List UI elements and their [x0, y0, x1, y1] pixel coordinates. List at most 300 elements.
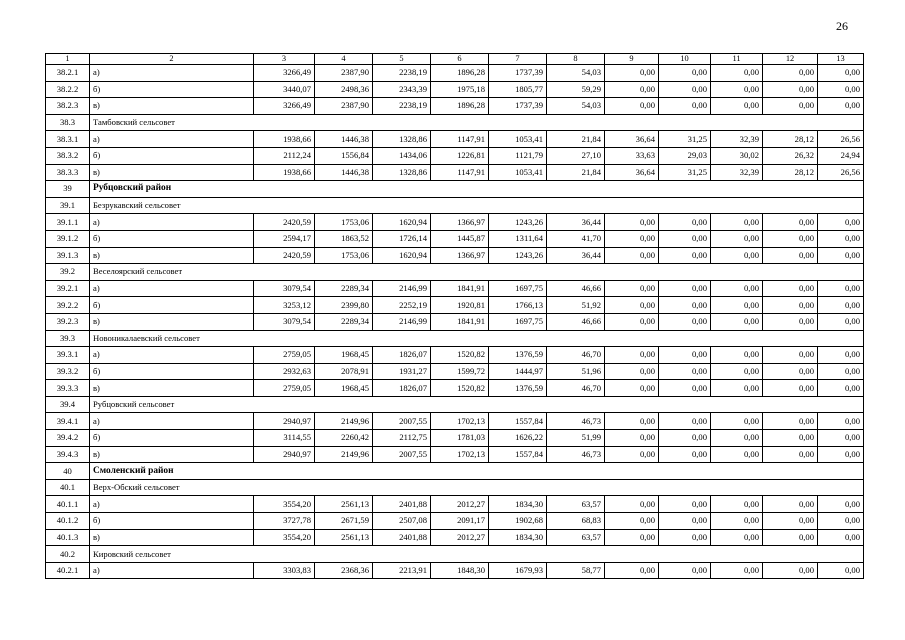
value-cell: 0,00 [818, 313, 864, 330]
value-cell: 0,00 [818, 430, 864, 447]
row-code: 38.3 [46, 114, 90, 131]
value-cell: 0,00 [818, 496, 864, 513]
row-code: 38.3.3 [46, 164, 90, 181]
row-variant: б) [90, 81, 254, 98]
table-row [46, 164, 864, 181]
council-row [46, 114, 864, 131]
table-row [46, 529, 864, 546]
value-cell: 2078,91 [315, 363, 373, 380]
council-title: Кировский сельсовет [90, 546, 864, 563]
row-variant: в) [90, 164, 254, 181]
value-cell: 2940,97 [254, 413, 315, 430]
value-cell: 0,00 [763, 529, 818, 546]
value-cell: 0,00 [605, 214, 659, 231]
value-cell: 36,44 [547, 247, 605, 264]
value-cell: 1826,07 [373, 347, 431, 364]
value-cell: 0,00 [605, 247, 659, 264]
value-cell: 28,12 [763, 131, 818, 148]
value-cell: 0,00 [763, 81, 818, 98]
value-cell: 1444,97 [489, 363, 547, 380]
value-cell: 29,03 [659, 147, 711, 164]
value-cell: 2932,63 [254, 363, 315, 380]
value-cell: 31,25 [659, 164, 711, 181]
value-cell: 1620,94 [373, 247, 431, 264]
value-cell: 2368,36 [315, 562, 373, 579]
column-number-cell: 10 [659, 54, 711, 65]
value-cell: 1968,45 [315, 347, 373, 364]
value-cell: 2252,19 [373, 297, 431, 314]
value-cell: 0,00 [659, 347, 711, 364]
value-cell: 31,25 [659, 131, 711, 148]
value-cell: 0,00 [763, 347, 818, 364]
value-cell: 51,96 [547, 363, 605, 380]
value-cell: 0,00 [659, 562, 711, 579]
value-cell: 0,00 [605, 297, 659, 314]
value-cell: 1753,06 [315, 247, 373, 264]
value-cell: 2561,13 [315, 529, 373, 546]
value-cell: 2387,90 [315, 98, 373, 115]
value-cell: 2091,17 [431, 513, 489, 530]
value-cell: 3079,54 [254, 313, 315, 330]
council-title: Рубцовский сельсовет [90, 396, 864, 413]
value-cell: 3114,55 [254, 430, 315, 447]
value-cell: 2759,05 [254, 347, 315, 364]
value-cell: 1626,22 [489, 430, 547, 447]
value-cell: 0,00 [605, 430, 659, 447]
value-cell: 0,00 [605, 413, 659, 430]
value-cell: 46,66 [547, 280, 605, 297]
value-cell: 46,70 [547, 380, 605, 397]
value-cell: 1446,38 [315, 131, 373, 148]
value-cell: 3253,12 [254, 297, 315, 314]
value-cell: 1781,03 [431, 430, 489, 447]
district-title: Рубцовский район [90, 181, 864, 198]
table-row [46, 230, 864, 247]
value-cell: 30,02 [711, 147, 763, 164]
value-cell: 0,00 [818, 280, 864, 297]
value-cell: 3727,78 [254, 513, 315, 530]
value-cell: 0,00 [763, 430, 818, 447]
row-code: 38.3.1 [46, 131, 90, 148]
row-variant: а) [90, 562, 254, 579]
column-number-cell: 3 [254, 54, 315, 65]
table-row [46, 131, 864, 148]
value-cell: 32,39 [711, 131, 763, 148]
value-cell: 2399,80 [315, 297, 373, 314]
row-code: 39.1.1 [46, 214, 90, 231]
value-cell: 21,84 [547, 164, 605, 181]
value-cell: 2289,34 [315, 280, 373, 297]
value-cell: 1726,14 [373, 230, 431, 247]
council-title: Безрукавский сельсовет [90, 197, 864, 214]
value-cell: 1328,86 [373, 164, 431, 181]
table-row [46, 513, 864, 530]
value-cell: 1938,66 [254, 131, 315, 148]
value-cell: 2012,27 [431, 496, 489, 513]
row-code: 38.2.2 [46, 81, 90, 98]
row-code: 40.1.3 [46, 529, 90, 546]
column-number-cell: 1 [46, 54, 90, 65]
value-cell: 0,00 [711, 446, 763, 463]
row-code: 39 [46, 181, 90, 198]
row-code: 39.4.3 [46, 446, 90, 463]
value-cell: 1702,13 [431, 446, 489, 463]
district-row [46, 181, 864, 198]
value-cell: 0,00 [659, 247, 711, 264]
value-cell: 63,57 [547, 529, 605, 546]
value-cell: 32,39 [711, 164, 763, 181]
value-cell: 0,00 [659, 313, 711, 330]
value-cell: 1697,75 [489, 280, 547, 297]
row-variant: в) [90, 380, 254, 397]
row-variant: а) [90, 413, 254, 430]
tariff-table [45, 53, 864, 579]
value-cell: 1896,28 [431, 65, 489, 82]
value-cell: 0,00 [763, 65, 818, 82]
table-body [46, 54, 864, 579]
value-cell: 2498,36 [315, 81, 373, 98]
value-cell: 0,00 [659, 446, 711, 463]
row-code: 40.1 [46, 479, 90, 496]
value-cell: 1121,79 [489, 147, 547, 164]
district-row [46, 463, 864, 480]
row-code: 39.1.2 [46, 230, 90, 247]
table-row [46, 363, 864, 380]
value-cell: 1243,26 [489, 214, 547, 231]
value-cell: 2149,96 [315, 413, 373, 430]
value-cell: 0,00 [605, 529, 659, 546]
value-cell: 41,70 [547, 230, 605, 247]
value-cell: 3554,20 [254, 496, 315, 513]
value-cell: 1737,39 [489, 98, 547, 115]
row-code: 39.3.1 [46, 347, 90, 364]
row-code: 40.1.2 [46, 513, 90, 530]
value-cell: 0,00 [818, 98, 864, 115]
row-code: 39.1 [46, 197, 90, 214]
row-variant: в) [90, 529, 254, 546]
row-code: 39.2 [46, 264, 90, 281]
value-cell: 46,70 [547, 347, 605, 364]
value-cell: 0,00 [605, 496, 659, 513]
table-row [46, 214, 864, 231]
value-cell: 3554,20 [254, 529, 315, 546]
council-title: Тамбовский сельсовет [90, 114, 864, 131]
row-code: 39.4.1 [46, 413, 90, 430]
value-cell: 24,94 [818, 147, 864, 164]
table-row [46, 98, 864, 115]
value-cell: 1557,84 [489, 413, 547, 430]
table-row [46, 280, 864, 297]
row-code: 39.2.1 [46, 280, 90, 297]
value-cell: 0,00 [605, 98, 659, 115]
value-cell: 1446,38 [315, 164, 373, 181]
value-cell: 0,00 [711, 247, 763, 264]
council-row [46, 197, 864, 214]
value-cell: 36,64 [605, 164, 659, 181]
value-cell: 26,56 [818, 131, 864, 148]
table-row [46, 347, 864, 364]
value-cell: 1841,91 [431, 280, 489, 297]
value-cell: 1434,06 [373, 147, 431, 164]
row-variant: а) [90, 131, 254, 148]
value-cell: 26,32 [763, 147, 818, 164]
value-cell: 0,00 [818, 446, 864, 463]
value-cell: 0,00 [818, 214, 864, 231]
value-cell: 2507,08 [373, 513, 431, 530]
value-cell: 0,00 [818, 247, 864, 264]
value-cell: 0,00 [605, 81, 659, 98]
row-code: 40.1.1 [46, 496, 90, 513]
value-cell: 1920,81 [431, 297, 489, 314]
value-cell: 51,92 [547, 297, 605, 314]
row-code: 38.2.1 [46, 65, 90, 82]
value-cell: 1753,06 [315, 214, 373, 231]
column-number-cell: 5 [373, 54, 431, 65]
value-cell: 1520,82 [431, 380, 489, 397]
value-cell: 0,00 [763, 513, 818, 530]
value-cell: 0,00 [711, 496, 763, 513]
table-row [46, 430, 864, 447]
value-cell: 2420,59 [254, 247, 315, 264]
table-row [46, 496, 864, 513]
value-cell: 1376,59 [489, 380, 547, 397]
value-cell: 54,03 [547, 65, 605, 82]
value-cell: 2213,91 [373, 562, 431, 579]
value-cell: 3303,83 [254, 562, 315, 579]
value-cell: 1376,59 [489, 347, 547, 364]
value-cell: 0,00 [605, 513, 659, 530]
value-cell: 2561,13 [315, 496, 373, 513]
value-cell: 0,00 [711, 529, 763, 546]
district-title: Смоленский район [90, 463, 864, 480]
column-number-cell: 6 [431, 54, 489, 65]
value-cell: 0,00 [763, 413, 818, 430]
value-cell: 1445,87 [431, 230, 489, 247]
row-code: 40.2.1 [46, 562, 90, 579]
value-cell: 1975,18 [431, 81, 489, 98]
value-cell: 1896,28 [431, 98, 489, 115]
value-cell: 1557,84 [489, 446, 547, 463]
council-title: Веселоярский сельсовет [90, 264, 864, 281]
value-cell: 0,00 [605, 363, 659, 380]
value-cell: 1053,41 [489, 131, 547, 148]
value-cell: 1053,41 [489, 164, 547, 181]
value-cell: 1737,39 [489, 65, 547, 82]
value-cell: 1848,30 [431, 562, 489, 579]
row-variant: в) [90, 446, 254, 463]
value-cell: 0,00 [763, 297, 818, 314]
value-cell: 3079,54 [254, 280, 315, 297]
value-cell: 3266,49 [254, 98, 315, 115]
value-cell: 1805,77 [489, 81, 547, 98]
value-cell: 0,00 [763, 380, 818, 397]
value-cell: 0,00 [818, 562, 864, 579]
row-variant: а) [90, 65, 254, 82]
value-cell: 0,00 [659, 98, 711, 115]
value-cell: 0,00 [818, 363, 864, 380]
value-cell: 0,00 [659, 280, 711, 297]
value-cell: 33,63 [605, 147, 659, 164]
value-cell: 1826,07 [373, 380, 431, 397]
column-number-row [46, 54, 864, 65]
value-cell: 2146,99 [373, 313, 431, 330]
value-cell: 0,00 [818, 380, 864, 397]
value-cell: 1520,82 [431, 347, 489, 364]
value-cell: 0,00 [711, 81, 763, 98]
column-number-cell: 8 [547, 54, 605, 65]
value-cell: 0,00 [711, 65, 763, 82]
row-variant: а) [90, 496, 254, 513]
value-cell: 0,00 [711, 347, 763, 364]
value-cell: 28,12 [763, 164, 818, 181]
row-code: 40 [46, 463, 90, 480]
value-cell: 0,00 [711, 280, 763, 297]
value-cell: 2007,55 [373, 413, 431, 430]
council-row [46, 546, 864, 563]
row-variant: б) [90, 147, 254, 164]
table-row [46, 313, 864, 330]
value-cell: 0,00 [659, 363, 711, 380]
value-cell: 1834,30 [489, 529, 547, 546]
row-code: 38.3.2 [46, 147, 90, 164]
value-cell: 0,00 [763, 363, 818, 380]
value-cell: 0,00 [763, 313, 818, 330]
value-cell: 2260,42 [315, 430, 373, 447]
value-cell: 59,29 [547, 81, 605, 98]
value-cell: 0,00 [659, 380, 711, 397]
value-cell: 1243,26 [489, 247, 547, 264]
value-cell: 2012,27 [431, 529, 489, 546]
value-cell: 1679,93 [489, 562, 547, 579]
value-cell: 0,00 [763, 247, 818, 264]
value-cell: 2671,59 [315, 513, 373, 530]
value-cell: 0,00 [818, 65, 864, 82]
value-cell: 0,00 [711, 313, 763, 330]
value-cell: 0,00 [711, 230, 763, 247]
value-cell: 0,00 [605, 313, 659, 330]
row-variant: б) [90, 430, 254, 447]
value-cell: 0,00 [711, 214, 763, 231]
value-cell: 2420,59 [254, 214, 315, 231]
value-cell: 36,44 [547, 214, 605, 231]
table-row [46, 380, 864, 397]
row-code: 39.2.2 [46, 297, 90, 314]
value-cell: 3440,07 [254, 81, 315, 98]
value-cell: 0,00 [605, 347, 659, 364]
value-cell: 0,00 [763, 446, 818, 463]
value-cell: 54,03 [547, 98, 605, 115]
value-cell: 0,00 [711, 98, 763, 115]
value-cell: 0,00 [659, 496, 711, 513]
value-cell: 2112,75 [373, 430, 431, 447]
row-variant: а) [90, 280, 254, 297]
table-row [46, 413, 864, 430]
table-row [46, 247, 864, 264]
value-cell: 1311,64 [489, 230, 547, 247]
value-cell: 0,00 [659, 81, 711, 98]
row-variant: в) [90, 98, 254, 115]
row-variant: б) [90, 230, 254, 247]
row-variant: а) [90, 214, 254, 231]
value-cell: 1697,75 [489, 313, 547, 330]
value-cell: 0,00 [818, 297, 864, 314]
row-variant: б) [90, 363, 254, 380]
page-number: 26 [836, 19, 848, 33]
table-row [46, 446, 864, 463]
value-cell: 0,00 [763, 562, 818, 579]
value-cell: 0,00 [659, 230, 711, 247]
value-cell: 21,84 [547, 131, 605, 148]
value-cell: 1968,45 [315, 380, 373, 397]
row-variant: б) [90, 513, 254, 530]
value-cell: 1841,91 [431, 313, 489, 330]
value-cell: 51,99 [547, 430, 605, 447]
value-cell: 1226,81 [431, 147, 489, 164]
table-row [46, 81, 864, 98]
value-cell: 2146,99 [373, 280, 431, 297]
column-number-cell: 13 [818, 54, 864, 65]
value-cell: 0,00 [711, 413, 763, 430]
value-cell: 0,00 [605, 380, 659, 397]
value-cell: 58,77 [547, 562, 605, 579]
value-cell: 0,00 [818, 81, 864, 98]
council-row [46, 396, 864, 413]
value-cell: 46,66 [547, 313, 605, 330]
value-cell: 0,00 [659, 214, 711, 231]
table-row [46, 65, 864, 82]
value-cell: 0,00 [605, 446, 659, 463]
value-cell: 1366,97 [431, 247, 489, 264]
value-cell: 0,00 [818, 347, 864, 364]
value-cell: 3266,49 [254, 65, 315, 82]
value-cell: 2289,34 [315, 313, 373, 330]
council-row [46, 479, 864, 496]
column-number-cell: 11 [711, 54, 763, 65]
column-number-cell: 4 [315, 54, 373, 65]
column-number-cell: 12 [763, 54, 818, 65]
row-code: 39.1.3 [46, 247, 90, 264]
value-cell: 0,00 [763, 280, 818, 297]
value-cell: 1766,13 [489, 297, 547, 314]
value-cell: 68,83 [547, 513, 605, 530]
value-cell: 0,00 [659, 430, 711, 447]
value-cell: 0,00 [818, 529, 864, 546]
value-cell: 1147,91 [431, 164, 489, 181]
value-cell: 1938,66 [254, 164, 315, 181]
value-cell: 63,57 [547, 496, 605, 513]
value-cell: 0,00 [818, 230, 864, 247]
value-cell: 1702,13 [431, 413, 489, 430]
value-cell: 0,00 [659, 513, 711, 530]
row-code: 39.3.2 [46, 363, 90, 380]
value-cell: 1863,52 [315, 230, 373, 247]
value-cell: 0,00 [711, 297, 763, 314]
row-code: 39.4 [46, 396, 90, 413]
row-code: 39.3 [46, 330, 90, 347]
council-title: Верх-Обский сельсовет [90, 479, 864, 496]
value-cell: 0,00 [659, 413, 711, 430]
value-cell: 27,10 [547, 147, 605, 164]
row-code: 40.2 [46, 546, 90, 563]
value-cell: 0,00 [711, 363, 763, 380]
value-cell: 0,00 [763, 214, 818, 231]
value-cell: 0,00 [763, 230, 818, 247]
row-variant: б) [90, 297, 254, 314]
value-cell: 0,00 [818, 513, 864, 530]
value-cell: 2112,24 [254, 147, 315, 164]
row-variant: в) [90, 247, 254, 264]
value-cell: 2149,96 [315, 446, 373, 463]
